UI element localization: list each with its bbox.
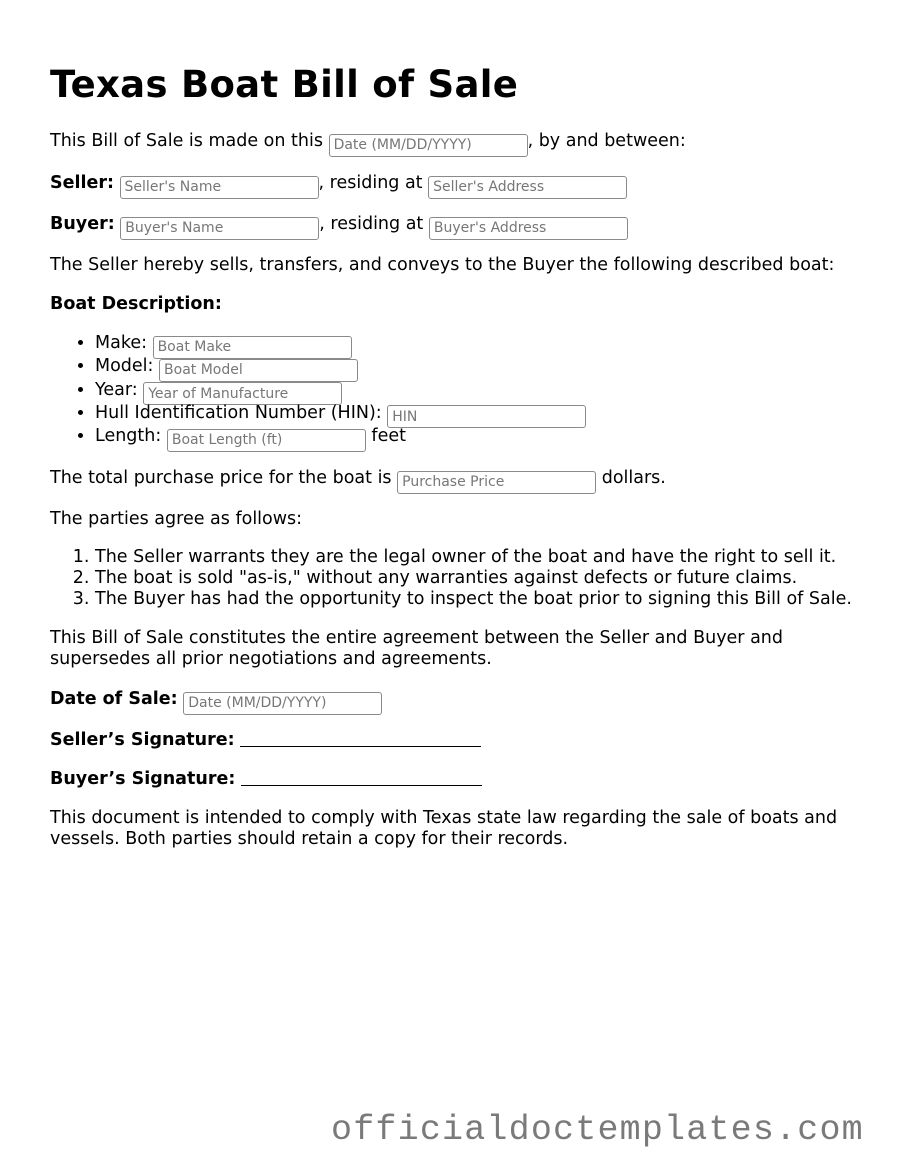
boat-hin-label: Hull Identification Number (HIN): [95, 402, 382, 423]
buyer-residing-text: , residing at [319, 214, 424, 234]
seller-line [50, 173, 627, 199]
buyer-line [50, 214, 628, 240]
boat-make-item [95, 332, 586, 355]
boat-length-item [95, 425, 586, 448]
boat-make-label: Make: [95, 333, 147, 353]
seller-address-input[interactable] [428, 176, 627, 199]
term-item: 2. The boat is sold "as-is," without any warranties against defects or future claims. [95, 568, 852, 589]
boat-description-heading: Boat Description: [50, 294, 222, 314]
terms-list [50, 547, 852, 610]
boat-description-list [50, 332, 586, 448]
boat-year-item [95, 379, 586, 402]
buyer-label: Buyer: [50, 214, 115, 234]
term-item: 1. The Seller warrants they are the legal owner of the boat and have the right to sell it. [95, 547, 852, 568]
price-suffix: dollars. [601, 468, 666, 488]
boat-model-item [95, 355, 586, 378]
buyer-signature-line [50, 769, 482, 790]
agreement-intro: The parties agree as follows: [50, 509, 303, 529]
seller-name-input[interactable] [120, 176, 319, 199]
watermark-text: officialdoctemplates.com [331, 1110, 864, 1150]
entire-agreement-paragraph: This Bill of Sale constitutes the entire agreement between the Seller and Buyer and supersedes all prior negotiations and agreements. [50, 628, 783, 669]
date-of-sale-input[interactable] [183, 692, 382, 715]
boat-year-label: Year: [95, 379, 138, 400]
boat-model-label: Model: [95, 356, 154, 377]
intro-line [50, 131, 686, 157]
term-item: 3. The Buyer has had the opportunity to inspect the boat prior to signing this Bill of Sale. [95, 589, 852, 610]
boat-length-label: Length: [95, 426, 162, 447]
boat-length-input[interactable] [167, 429, 366, 452]
seller-residing-text: , residing at [318, 173, 423, 193]
buyer-name-input[interactable] [120, 217, 319, 240]
price-prefix: The total purchase price for the boat is [50, 468, 392, 488]
boat-length-unit: feet [371, 426, 406, 447]
intro-suffix: , by and between: [527, 131, 686, 151]
seller-signature-line [50, 730, 481, 751]
transfer-statement: The Seller hereby sells, transfers, and conveys to the Buyer the following described boat: [50, 255, 835, 275]
seller-signature-field[interactable] [240, 730, 481, 747]
boat-hin-input[interactable] [387, 405, 586, 428]
seller-label: Seller: [50, 173, 114, 193]
purchase-price-input[interactable] [397, 471, 596, 494]
seller-signature-label: Seller’s Signature: [50, 730, 235, 750]
agreement-date-input[interactable] [329, 134, 528, 157]
page-title: Texas Boat Bill of Sale [50, 63, 519, 106]
buyer-signature-label: Buyer’s Signature: [50, 769, 236, 789]
boat-hin-item [95, 402, 586, 425]
date-of-sale-line [50, 689, 382, 715]
purchase-price-line [50, 468, 666, 494]
compliance-note: This document is intended to comply with Texas state law regarding the sale of boats and vessels. Both parties should retain a copy for their records. [50, 808, 838, 849]
buyer-signature-field[interactable] [241, 769, 482, 786]
intro-prefix: This Bill of Sale is made on this [50, 131, 323, 151]
date-of-sale-label: Date of Sale: [50, 689, 178, 709]
buyer-address-input[interactable] [429, 217, 628, 240]
